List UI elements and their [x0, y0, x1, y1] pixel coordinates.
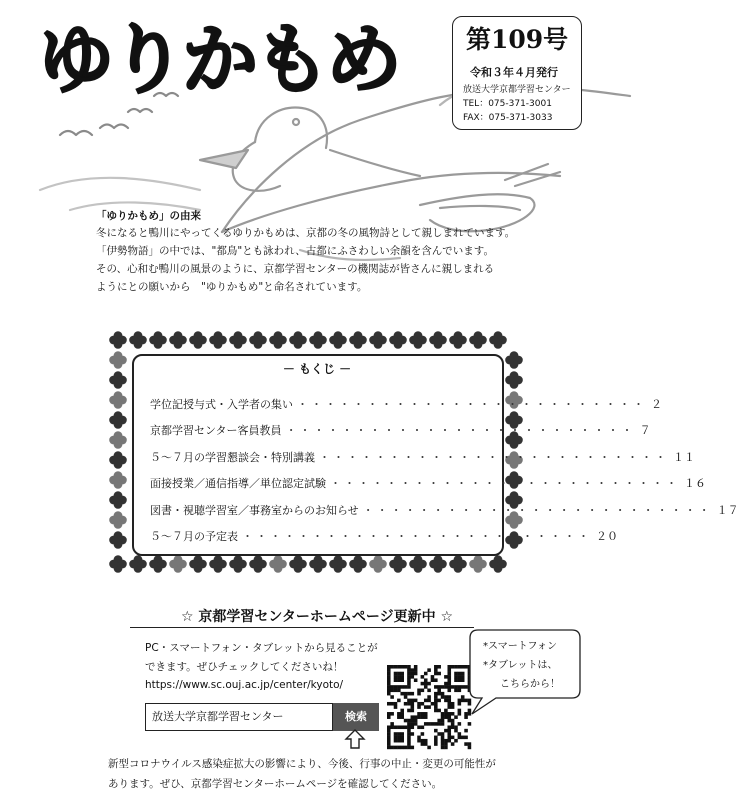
toc-item-title: 図書・視聴学習室／事務室からのお知らせ [150, 504, 359, 517]
notice-text: あります。ぜひ、京都学習センターホームページを確認してください。 [108, 778, 443, 790]
toc-leader-dots: ・・・・・・・・・・・・・・・・・・・・・・・・・ [242, 530, 592, 543]
origin-line: 冬になると鴨川にやってくるゆりかもめは、京都の冬の風物詩として親しまれています。 [96, 227, 516, 239]
toc-item-page: １６ [684, 477, 706, 490]
toc-item-page: ７ [639, 424, 651, 437]
toc-item-page: １７ [716, 504, 739, 517]
notice-text: 新型コロナウイルス感染症拡大の影響により、今後、行事の中止・変更の可能性が [108, 758, 496, 770]
toc-leader-dots: ・・・・・・・・・・・・・・・・・・・・・・・・・ [285, 424, 636, 437]
toc-leader-dots: ・・・・・・・・・・・・・・・・・・・・・・・・・ [330, 477, 680, 490]
origin-line: 「伊勢物語」の中では、"都鳥"とも詠われ、古都にふさわしい余韻を含んでいます。 [96, 245, 494, 257]
issue-number: 第109号 [466, 25, 569, 54]
homepage-heading: ☆ 京都学習センターホームページ更新中 ☆ [180, 609, 453, 625]
toc-item-title: ５～７月の予定表 [150, 530, 238, 543]
homepage-text: PC・スマートフォン・タブレットから見ることが [145, 642, 378, 654]
toc-item[interactable] [150, 448, 695, 466]
origin-heading: 「ゆりかもめ」の由来 [96, 210, 201, 222]
toc-item[interactable] [150, 474, 706, 492]
toc-leader-dots: ・・・・・・・・・・・・・・・・・・・・・・・・・ [319, 451, 669, 464]
toc-item-title: ５～７月の学習懇談会・特別講義 [150, 451, 315, 464]
toc-item-title: 面接授業／通信指導／単位認定試験 [150, 477, 326, 490]
toc-item-page: ２０ [596, 530, 618, 543]
issue-tel: TEL：075-371-3001 [463, 99, 552, 109]
qr-code-icon[interactable] [387, 665, 471, 749]
toc-item[interactable] [150, 501, 739, 519]
homepage-text: できます。ぜひチェックしてくださいね！ [145, 661, 344, 673]
toc-item-page: １１ [673, 451, 695, 464]
bubble-text: こちらから！ [500, 679, 560, 690]
toc-heading: － もくじ － [282, 362, 352, 376]
issue-fax: FAX：075-371-3033 [463, 113, 553, 123]
toc-item[interactable] [150, 421, 651, 439]
bubble-text: *タブレットは、 [483, 660, 558, 671]
toc-leader-dots: ・・・・・・・・・・・・・・・・・・・・・・・・・ [297, 398, 647, 411]
issue-org: 放送大学京都学習センター [463, 85, 571, 95]
heading-underline [130, 627, 474, 628]
search-input[interactable]: 放送大学京都学習センター [145, 703, 333, 731]
toc-item[interactable] [150, 527, 618, 545]
toc-item-title: 学位記授与式・入学者の集い [150, 398, 293, 411]
homepage-url[interactable]: https://www.sc.ouj.ac.jp/center/kyoto/ [145, 679, 344, 691]
toc-item[interactable] [150, 395, 662, 413]
bubble-text: *スマートフォン [483, 641, 557, 652]
origin-line: その、心和む鴨川の風景のように、京都学習センターの機関誌が皆さんに親しまれる [96, 263, 495, 275]
toc-item-page: ２ [651, 398, 662, 411]
search-button[interactable]: 検索 [333, 703, 379, 731]
toc-item-title: 京都学習センター客員教員 [150, 424, 282, 437]
toc-leader-dots: ・・・・・・・・・・・・・・・・・・・・・・・・・ [362, 504, 713, 517]
newsletter-title: ゆりかもめ [38, 15, 398, 104]
issue-date: 令和３年４月発行 [470, 66, 558, 79]
up-arrow-icon [344, 728, 366, 750]
origin-line: ようにとの願いから "ゆりかもめ"と命名されています。 [96, 281, 368, 293]
